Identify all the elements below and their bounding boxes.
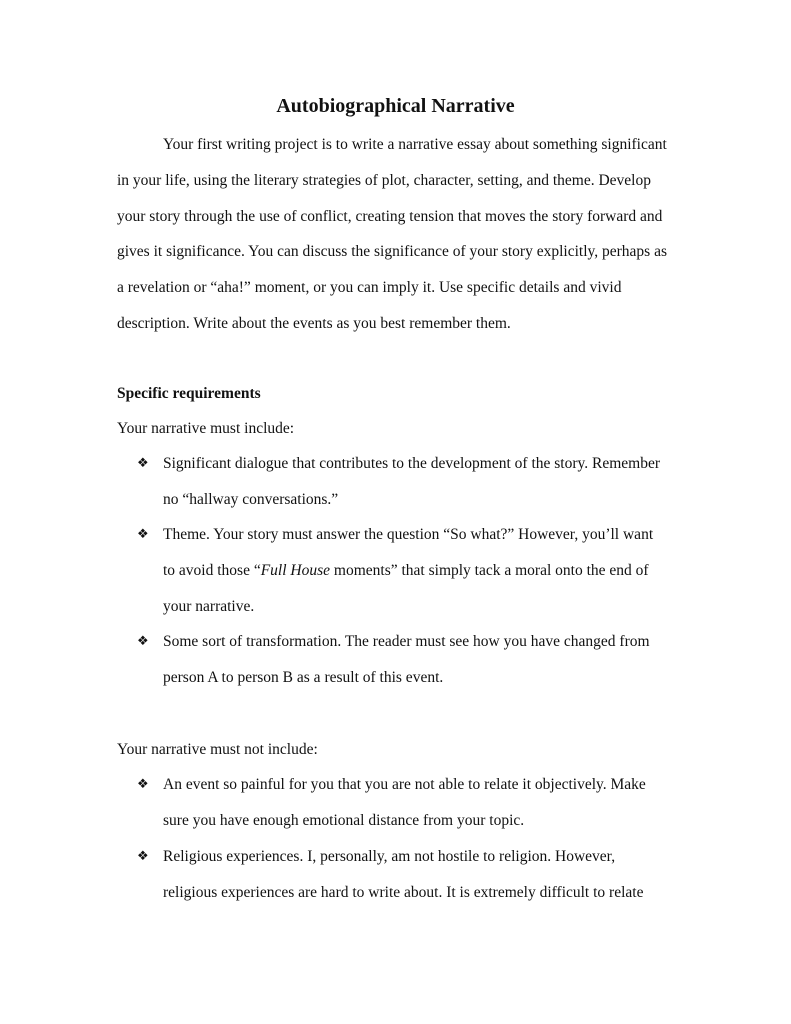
diamond-bullet-icon: ❖ <box>137 777 149 792</box>
list-item-line: Some sort of transformation. The reader must see how you have changed from <box>163 633 650 650</box>
list-item-line: religious experiences are hard to write about. It is extremely difficult to relate <box>163 883 644 901</box>
intro-line: in your life, using the literary strategies of plot, character, setting, and theme. Develop <box>117 171 651 189</box>
list-item-line-end: moments” that simply tack a moral onto the end of <box>330 561 649 579</box>
list-item-line-start: to avoid those “ <box>163 561 261 579</box>
list-item-line: no “hallway conversations.” <box>163 490 339 508</box>
list-item-text <box>163 767 646 839</box>
list-item-line: sure you have enough emotional distance from your topic. <box>163 811 525 829</box>
diamond-bullet-icon: ❖ <box>137 849 149 864</box>
list-item-line: Religious experiences. I, personally, am not hostile to religion. However, <box>163 848 616 865</box>
list-item-line: Significant dialogue that contributes to the development of the story. Remember <box>163 455 661 472</box>
document-title: Autobiographical Narrative <box>276 95 515 117</box>
intro-paragraph <box>117 127 687 342</box>
list-item-line: your narrative. <box>163 597 255 615</box>
intro-line: gives it significance. You can discuss the significance of your story explicitly, perhaps as <box>117 243 667 261</box>
list-item-text <box>163 839 643 911</box>
list-item-line: An event so painful for you that you are not able to relate it objectively. Make <box>163 776 646 793</box>
must-include-label: Your narrative must include: <box>117 420 295 437</box>
list-item-line: person A to person B as a result of this event. <box>163 668 444 686</box>
list-item-text <box>163 624 650 696</box>
must-not-include-label: Your narrative must not include: <box>117 741 318 758</box>
diamond-bullet-icon: ❖ <box>137 527 149 542</box>
intro-line: description. Write about the events as you best remember them. <box>117 314 511 332</box>
requirements-heading: Specific requirements <box>117 385 261 402</box>
list-item-line <box>163 553 653 589</box>
intro-line: your story through the use of conflict, creating tension that moves the story forward and <box>117 207 663 225</box>
list-item-text <box>163 446 660 518</box>
intro-line: Your first writing project is to write a narrative essay about something significant <box>163 136 667 153</box>
diamond-bullet-icon: ❖ <box>137 456 149 471</box>
show-title-italic: Full House <box>260 561 331 579</box>
diamond-bullet-icon: ❖ <box>137 634 149 649</box>
intro-line: a revelation or “aha!” moment, or you can imply it. Use specific details and vivid <box>117 279 622 297</box>
list-item-line: Theme. Your story must answer the question “So what?” However, you’ll want <box>163 526 654 543</box>
list-item-text <box>163 517 653 624</box>
